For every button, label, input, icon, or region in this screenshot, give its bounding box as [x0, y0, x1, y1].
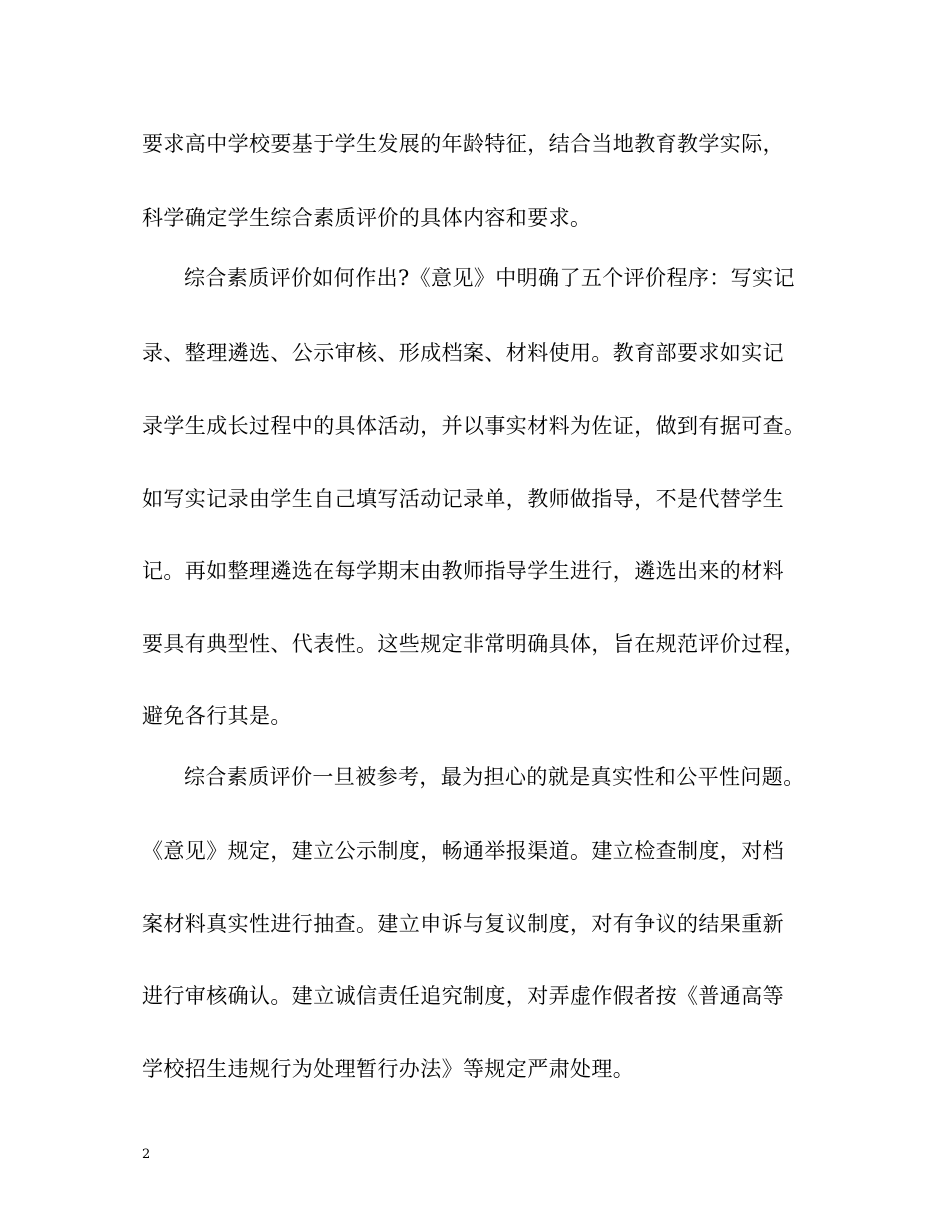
text-line-7: 记。再如整理遴选在每学期末由教师指导学生进行，遴选出来的材料 [142, 559, 784, 583]
text-line-5: 录学生成长过程中的具体活动，并以事实材料为佐证，做到有据可查。 [142, 414, 806, 438]
text-line-6: 如写实记录由学生自己填写活动记录单，教师做指导，不是代替学生 [142, 487, 784, 511]
text-line-8: 要具有典型性、代表性。这些规定非常明确具体，旨在规范评价过程， [142, 632, 806, 656]
text-line-2: 科学确定学生综合素质评价的具体内容和要求。 [142, 206, 592, 230]
text-line-12: 案材料真实性进行抽查。建立申诉与复议制度，对有争议的结果重新 [142, 912, 784, 936]
text-line-11: 《意见》规定，建立公示制度，畅通举报渠道。建立检查制度，对档 [142, 839, 784, 863]
page-number: 2 [142, 1147, 151, 1162]
text-line-14: 学校招生违规行为处理暂行办法》等规定严肃处理。 [142, 1057, 635, 1081]
text-line-4: 录、整理遴选、公示审核、形成档案、材料使用。教育部要求如实记 [142, 341, 784, 365]
text-line-13: 进行审核确认。建立诚信责任追究制度，对弄虚作假者按《普通高等 [142, 984, 784, 1008]
paragraph-3-line-1: 综合素质评价一旦被参考，最为担心的就是真实性和公平性问题。 [184, 765, 805, 789]
paragraph-2-line-1: 综合素质评价如何作出?《意见》中明确了五个评价程序：写实记 [184, 266, 795, 290]
text-line-1: 要求高中学校要基于学生发展的年龄特征，结合当地教育教学实际， [142, 132, 784, 156]
text-line-9: 避免各行其是。 [142, 704, 292, 728]
